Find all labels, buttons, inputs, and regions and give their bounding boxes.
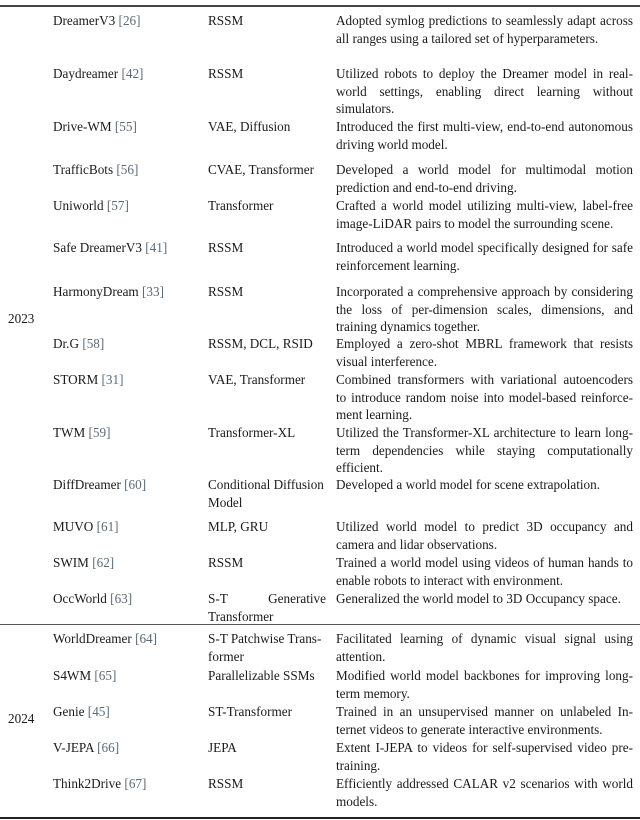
architecture: CVAE, Transformer (208, 162, 314, 177)
architecture: RSSM (208, 66, 244, 81)
model-name: SWIM [62] (53, 555, 115, 570)
architecture: RSSM (208, 776, 244, 791)
description: Developed a world model for multimodal motion prediction and end-to-end driving. (336, 162, 633, 195)
citation-link[interactable]: [42] (121, 66, 144, 81)
architecture: JEPA (208, 740, 237, 755)
description: Generalized the world model to 3D Occupancy space. (336, 591, 621, 606)
citation-link[interactable]: [31] (101, 372, 124, 387)
description: Utilized world model to predict 3D occupancy and camera and lidar observations. (336, 519, 633, 552)
model-name: OccWorld [63] (53, 591, 133, 606)
citation-link[interactable]: [62] (92, 555, 115, 570)
description: Employed a zero-shot MBRL framework that resists visual interference. (336, 336, 633, 369)
table-top-rule (0, 5, 640, 7)
description: Utilized robots to deploy the Dreamer model in real-world settings, enabling direct learning without simulators. (336, 66, 633, 116)
description: Incorporated a comprehensive approach by considering the loss of per-dimension scales, dimensions, and training dynamics together. (336, 284, 633, 334)
architecture: Conditional Diffusion Model (208, 477, 324, 510)
architecture: Parallelizable SSMs (208, 668, 315, 683)
description: Developed a world model for scene extrapolation. (336, 477, 601, 492)
description: Combined transformers with variational autoencoders to introduce random noise into model-based reinforcement learning. (336, 372, 633, 422)
citation-link[interactable]: [64] (135, 631, 158, 646)
description: Trained a world model using videos of human hands to enable robots to interact with environment. (336, 555, 633, 588)
citation-link[interactable]: [66] (97, 740, 120, 755)
architecture: RSSM (208, 284, 244, 299)
architecture: S-T Patchwise Transformer (208, 631, 322, 664)
citation-link[interactable]: [45] (87, 704, 110, 719)
model-name: MUVO [61] (53, 519, 119, 534)
year-label-2023: 2023 (8, 311, 35, 326)
citation-link[interactable]: [41] (145, 240, 168, 255)
model-name: Safe DreamerV3 [41] (53, 240, 168, 255)
description: Crafted a world model utilizing multi-view, label-free image-LiDAR pairs to model the surrounding scene. (336, 198, 633, 231)
model-name: V-JEPA [66] (53, 740, 120, 755)
description: Efficiently addressed CALAR v2 scenarios with world models. (336, 776, 633, 809)
model-name: DiffDreamer [60] (53, 477, 147, 492)
model-name: Dr.G [58] (53, 336, 105, 351)
citation-link[interactable]: [26] (118, 13, 141, 28)
citation-link[interactable]: [59] (88, 425, 111, 440)
citation-link[interactable]: [67] (124, 776, 147, 791)
architecture: Transformer (208, 198, 274, 213)
model-name: Daydreamer [42] (53, 66, 144, 81)
architecture: S-T Generative Transformer (208, 591, 326, 624)
architecture: MLP, GRU (208, 519, 269, 534)
citation-link[interactable]: [56] (116, 162, 139, 177)
model-name: DreamerV3 [26] (53, 13, 141, 28)
year-label-2024: 2024 (8, 711, 35, 726)
architecture: RSSM (208, 555, 244, 570)
description: Adopted symlog predictions to seamlessly adapt across all ranges using a tailored set of hyperparameters. (336, 13, 633, 46)
model-name: TrafficBots [56] (53, 162, 139, 177)
description: Introduced a world model specifically designed for safe reinforcement learning. (336, 240, 633, 273)
model-name: S4WM [65] (53, 668, 117, 683)
model-name: Drive-WM [55] (53, 119, 137, 134)
citation-link[interactable]: [65] (94, 668, 117, 683)
architecture: VAE, Diffusion (208, 119, 291, 134)
table-bottom-rule (0, 817, 640, 819)
architecture: RSSM (208, 13, 244, 28)
description: Extent I-JEPA to videos for self-supervised video pretraining. (336, 740, 633, 773)
description: Introduced the first multi-view, end-to-end autonomous driving world model. (336, 119, 633, 152)
model-name: HarmonyDream [33] (53, 284, 164, 299)
model-name: Uniworld [57] (53, 198, 129, 213)
description: Modified world model backbones for improving long-term memory. (336, 668, 633, 701)
model-name: WorldDreamer [64] (53, 631, 158, 646)
architecture: ST-Transformer (208, 704, 293, 719)
citation-link[interactable]: [63] (110, 591, 133, 606)
description: Facilitated learning of dynamic visual signal using attention. (336, 631, 633, 664)
architecture: VAE, Transformer (208, 372, 306, 387)
citation-link[interactable]: [57] (106, 198, 129, 213)
architecture: RSSM, DCL, RSID (208, 336, 313, 351)
citation-link[interactable]: [33] (141, 284, 164, 299)
citation-link[interactable]: [58] (82, 336, 105, 351)
model-name: Think2Drive [67] (53, 776, 147, 791)
architecture: RSSM (208, 240, 244, 255)
description: Trained in an unsupervised manner on unlabeled Internet videos to generate interactive environments. (336, 704, 633, 737)
model-name: Genie [45] (53, 704, 110, 719)
model-name: TWM [59] (53, 425, 111, 440)
citation-link[interactable]: [61] (96, 519, 119, 534)
model-name: STORM [31] (53, 372, 124, 387)
citation-link[interactable]: [55] (114, 119, 137, 134)
description: Utilized the Transformer-XL architecture to learn long-term dependencies while staying computationally efficient. (336, 425, 633, 475)
citation-link[interactable]: [60] (124, 477, 147, 492)
architecture: Transformer-XL (208, 425, 296, 440)
